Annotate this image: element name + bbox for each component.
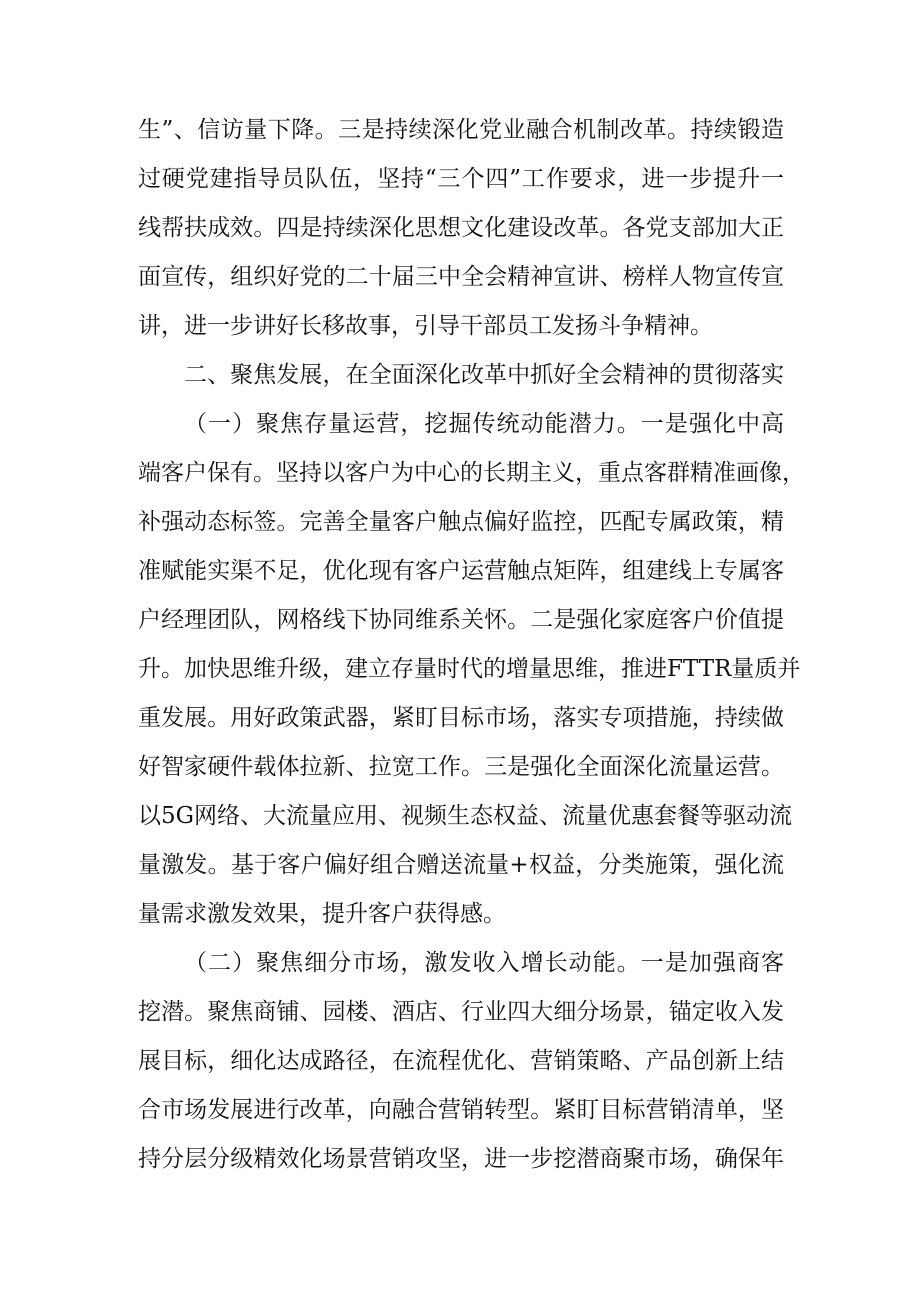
subheading-line-2: （二）聚焦细分市场，激发收入增长动能。一是加强商客 xyxy=(184,950,784,976)
text-line-14: 好智家硬件载体拉新、拉宽工作。三是强化全面深化流量运营。 xyxy=(138,754,784,780)
text-line-1: 生”、信访量下降。三是持续深化党业融合机制改革。持续锻造 xyxy=(138,117,784,143)
text-line-13: 重发展。用好政策武器，紧盯目标市场，落实专项措施，持续做 xyxy=(138,705,784,731)
text-line-4: 面宣传，组织好党的二十届三中全会精神宣讲、榜样人物宣传宣 xyxy=(138,264,784,290)
text-line-21: 合市场发展进行改革，向融合营销转型。紧盯目标营销清单，坚 xyxy=(138,1097,784,1123)
text-line-8: 端客户保有。坚持以客户为中心的长期主义，重点客群精准画像， xyxy=(138,460,805,486)
text-line-16: 量激发。基于客户偏好组合赠送流量+权益，分类施策，强化流 xyxy=(138,852,784,878)
text-line-15: 以5G网络、大流量应用、视频生态权益、流量优惠套餐等驱动流 xyxy=(138,803,793,829)
text-line-11: 户经理团队，网格线下协同维系关怀。二是强化家庭客户价值提 xyxy=(138,607,784,633)
text-line-9: 补强动态标签。完善全量客户触点偏好监控，匹配专属政策，精 xyxy=(138,509,784,535)
text-line-10: 准赋能实渠不足，优化现有客户运营触点矩阵，组建线上专属客 xyxy=(138,558,784,584)
text-line-20: 展目标，细化达成路径，在流程优化、营销策略、产品创新上结 xyxy=(138,1048,784,1074)
text-line-3: 线帮扶成效。四是持续深化思想文化建设改革。各党支部加大正 xyxy=(138,215,784,241)
subheading-line-1: （一）聚焦存量运营，挖掘传统动能潜力。一是强化中高 xyxy=(184,411,784,437)
text-line-12: 升。加快思维升级，建立存量时代的增量思维，推进FTTR量质并 xyxy=(138,656,801,682)
text-line-19: 挖潜。聚焦商铺、园楼、酒店、行业四大细分场景，锚定收入发 xyxy=(138,999,784,1025)
text-line-5: 讲，进一步讲好长移故事，引导干部员工发扬斗争精神。 xyxy=(138,313,713,339)
section-heading-2: 二、聚焦发展，在全面深化改革中抓好全会精神的贯彻落实 xyxy=(184,362,784,388)
text-line-17: 量需求激发效果，提升客户获得感。 xyxy=(138,901,506,927)
text-line-22: 持分层分级精效化场景营销攻坚，进一步挖潜商聚市场，确保年 xyxy=(138,1146,784,1172)
text-line-2: 过硬党建指导员队伍，坚持“三个四”工作要求，进一步提升一 xyxy=(138,166,784,192)
